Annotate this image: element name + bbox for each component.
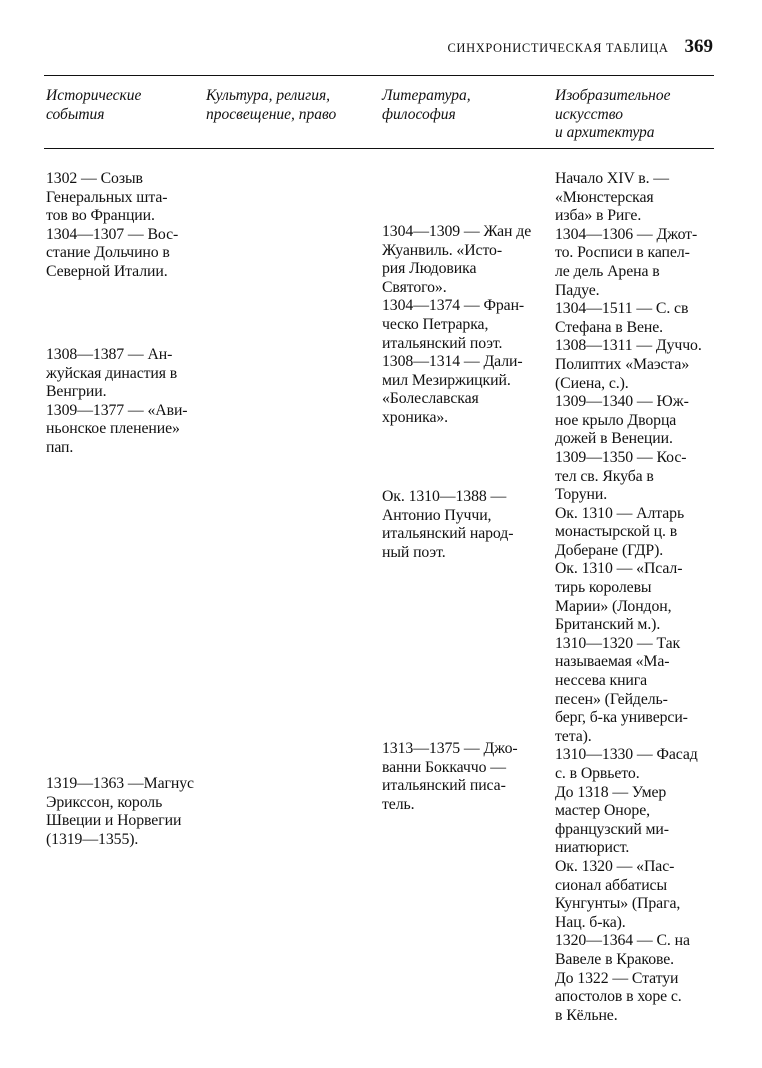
running-head-title: СИНХРОНИСТИЧЕСКАЯ ТАБЛИЦА [447,41,669,55]
literature-entry: 1313—1375 — Джо- ванни Боккаччо — итальянский писа- тель. [382,740,518,813]
historical-entry: 1319—1363 —Магнус Эрикссон, король Швеции и Норвегии (1319—1355). [46,775,194,848]
page-number: 369 [684,36,713,57]
art-entries: Начало XIV в. — «Мюнстерская изба» в Риге. 1304—1306 — Джот- то. Росписи в капел- ле дель Арена в Падуе. 1304—1511 — С. св Стефана в Вене. 1308—1311 — Дуччо. Полиптих «Маэста» (Сиена, с.). 1309—1340 — Юж- ное крыло Дворца дожей в Венеции. 1309—1350 — Кос- тел св. Якуба в Торуни. Ок. 1310 — Алтарь монастырской ц. в Доберане (ГДР). Ок. 1310 — «Псал- тирь королевы Марии» (Лондон, Британский м.). 1310—1320 — Так называемая «Ма- нессева книга песен» (Гейдель- берг, б-ка универси- тета). 1310—1330 — Фасад с. в Орвьето. До 1318 — Умер мастер Оноре, французский ми- ниатюрист. Ок. 1320 — «Пас- сионал аббатисы Кунгунты» (Прага, Нац. б-ка). 1320—1364 — С. на Вавеле в Кракове. До 1322 — Статуи апостолов в хоре с. в Кёльне. [555,170,702,1024]
literature-entry: 1304—1309 — Жан де Жуанвиль. «Исто- рия Людовика Святого». 1304—1374 — Фран- ческо Петрарка, итальянский поэт. 1308—1314 — Дали- мил Мезиржицкий. «Болеславская хроника». [382,223,532,426]
historical-entry: 1302 — Созыв Генеральных шта- тов во Франции. 1304—1307 — Вос- стание Дольчино в Северной Италии. [46,170,179,280]
column-header-culture: Культура, религия, просвещение, право [206,87,337,123]
header-rule [44,148,714,149]
running-head [0,36,713,58]
column-header-historical: Исторические события [46,87,142,123]
literature-entry: Ок. 1310—1388 — Антонио Пуччи, итальянский народ- ный поэт. [382,488,514,561]
top-rule [44,75,714,76]
column-header-art: Изобразительное искусство и архитектура [555,87,671,141]
historical-entry: 1308—1387 — Ан- жуйская династия в Венгрии. 1309—1377 — «Ави- ньонское пленение» пап. [46,346,188,456]
column-header-literature: Литература, философия [382,87,471,123]
